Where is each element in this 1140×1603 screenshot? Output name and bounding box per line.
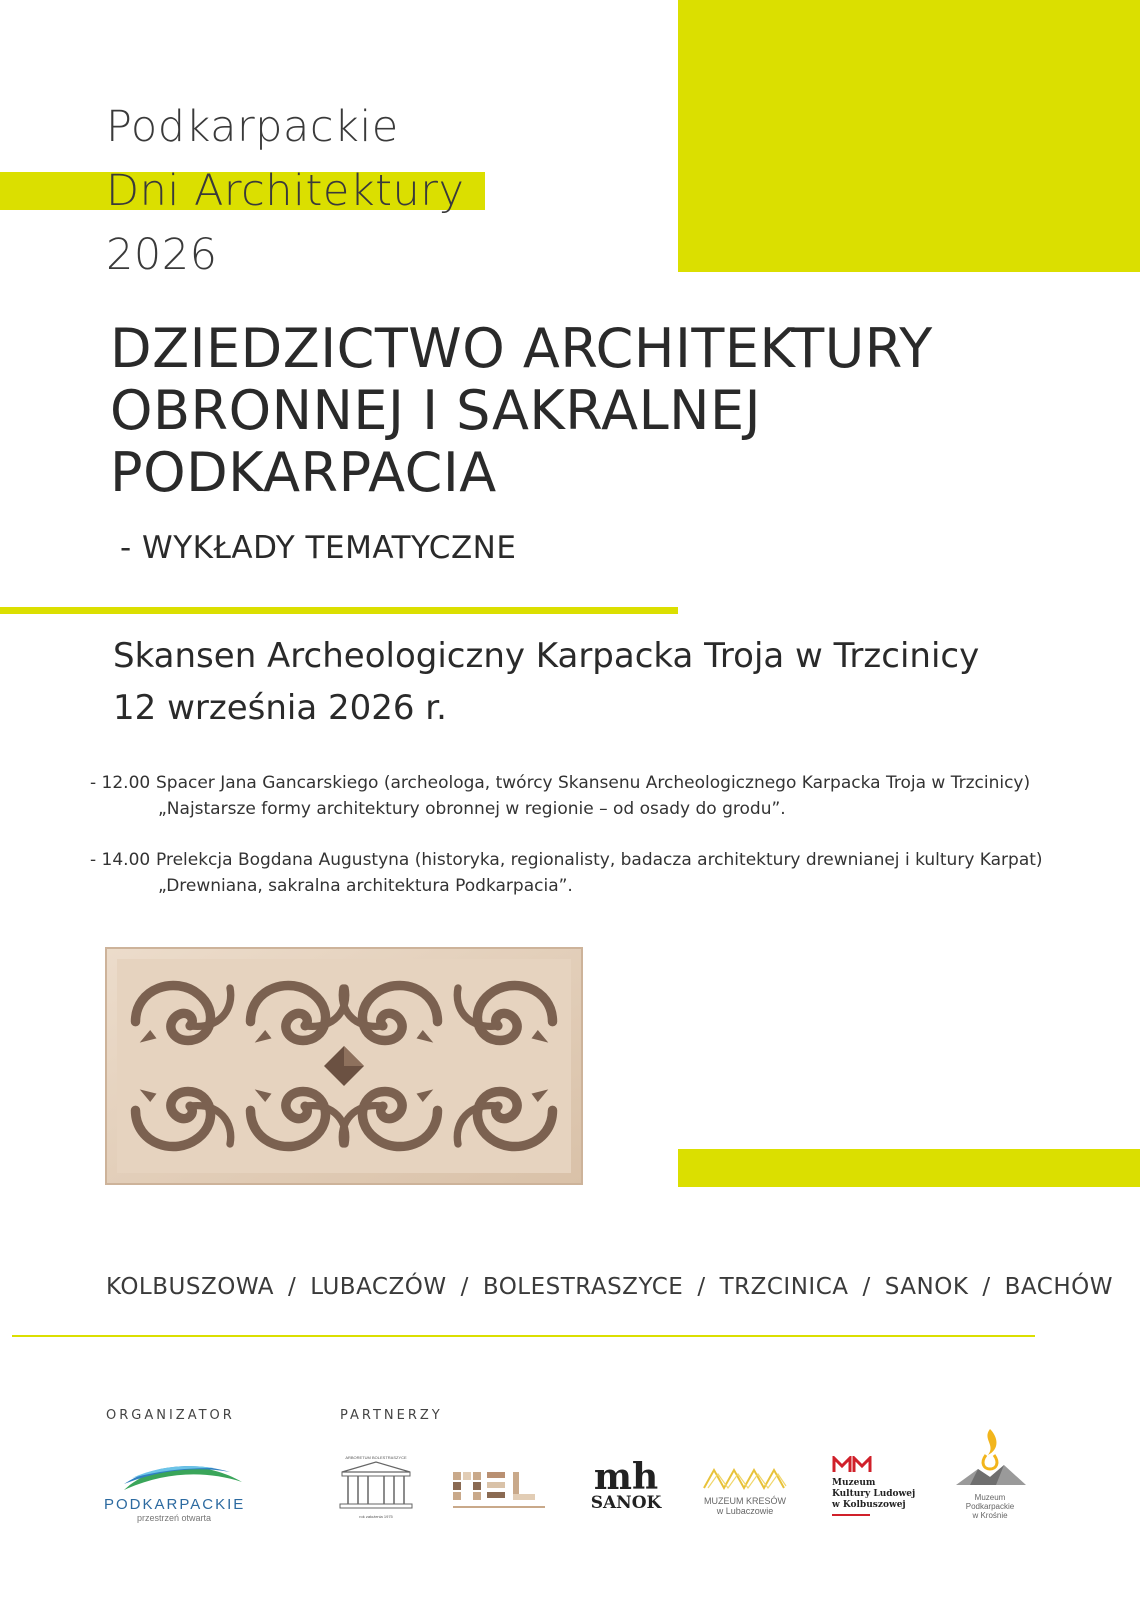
mh-sanok-label: SANOK — [590, 1493, 662, 1513]
city-separator: / — [288, 1274, 297, 1300]
partner-logo-kolbuszowa — [832, 1456, 922, 1518]
city: BOLESTRASZYCE — [482, 1274, 684, 1300]
partner-logo-mh-sanok — [588, 1456, 664, 1518]
city: TRZCINICA — [719, 1274, 849, 1300]
organizer-logo — [104, 1460, 246, 1523]
program-description: Prelekcja Bogdana Augustyna (historyka, regionalisty, badacza architektury drewnianej i kultury Karpat) — [156, 850, 1043, 870]
headline — [110, 318, 933, 504]
program-title: „Najstarsze formy architektury obronnej w regionie – od osady do grodu”. — [158, 799, 786, 819]
program-item — [90, 847, 1043, 899]
event-date: 12 września 2026 r. — [113, 688, 447, 728]
organizer-label: ORGANIZATOR — [106, 1408, 235, 1423]
arboretum-caption: ARBORETUM BOLESTRASZYCE — [345, 1455, 407, 1460]
partner-logo-mbl — [453, 1468, 545, 1512]
mbl-logo — [453, 1468, 545, 1512]
headline-line-1: DZIEDZICTWO ARCHITEKTURY — [110, 317, 933, 380]
lime-block-top-right — [678, 0, 1140, 272]
lime-footer-line — [12, 1335, 1035, 1337]
brand-line-2: Dni Architektury — [106, 166, 465, 216]
mkl-line-2: Kultury Ludowej — [832, 1489, 916, 1499]
city-separator: / — [697, 1274, 706, 1300]
lime-block-right — [678, 1149, 1140, 1187]
program-time: - 14.00 — [90, 850, 151, 870]
lime-divider-line — [0, 607, 678, 614]
city-separator: / — [460, 1274, 469, 1300]
organizer-tagline: przestrzeń otwarta — [136, 1513, 212, 1523]
arboretum-building-icon — [338, 1460, 414, 1510]
headline-line-2: OBRONNEJ I SAKRALNEJ — [110, 379, 762, 442]
subheadline: - WYKŁADY TEMATYCZNE — [120, 530, 517, 566]
krosno-name: Muzeum Podkarpackie — [965, 1493, 1015, 1511]
headline-line-3: PODKARPACIA — [110, 441, 497, 504]
carved-ornament-illustration — [105, 947, 583, 1185]
city: BACHÓW — [1004, 1274, 1113, 1300]
city-separator: / — [982, 1274, 991, 1300]
mkl-logo — [832, 1456, 872, 1474]
mh-logo: mh — [593, 1456, 659, 1498]
program-time: - 12.00 — [90, 773, 151, 793]
podkarpackie-swoosh-icon — [104, 1460, 244, 1492]
mkl-line-3: w Kolbuszowej — [832, 1500, 906, 1510]
program-title: „Drewniana, sakralna architektura Podkarpacia”. — [158, 876, 573, 896]
partner-logo-muzeum-kresow — [700, 1464, 790, 1520]
program-description: Spacer Jana Gancarskiego (archeologa, twórcy Skansenu Archeologicznego Karpacka Troja w Trzcinicy) — [156, 773, 1031, 793]
cities-list — [106, 1274, 1113, 1300]
program-item — [90, 770, 1030, 822]
kresow-city: w Lubaczowie — [716, 1506, 774, 1516]
mkl-line-1: Muzeum — [832, 1478, 876, 1488]
ornament-panel-image — [105, 947, 583, 1185]
city: LUBACZÓW — [310, 1274, 447, 1300]
mkl-underline — [832, 1514, 870, 1516]
lamp-flame-icon — [950, 1425, 1030, 1489]
city: KOLBUSZOWA — [106, 1274, 275, 1300]
partner-logo-arboretum — [338, 1455, 414, 1517]
partners-label: PARTNERZY — [340, 1408, 443, 1423]
brand-line-1: Podkarpackie — [106, 102, 399, 152]
venue: Skansen Archeologiczny Karpacka Troja w Trzcinicy — [113, 636, 980, 676]
arboretum-year: rok założenia 1975 — [359, 1514, 393, 1519]
organizer-name: PODKARPACKIE — [104, 1496, 246, 1513]
brand-line-3: 2026 — [106, 230, 218, 280]
krosno-city: w Krośnie — [972, 1511, 1008, 1520]
city-separator: / — [862, 1274, 871, 1300]
city: SANOK — [884, 1274, 969, 1300]
zigzag-logo — [700, 1464, 790, 1492]
partner-logo-krosno — [950, 1425, 1030, 1520]
kresow-name: MUZEUM KRESÓW — [704, 1496, 786, 1506]
